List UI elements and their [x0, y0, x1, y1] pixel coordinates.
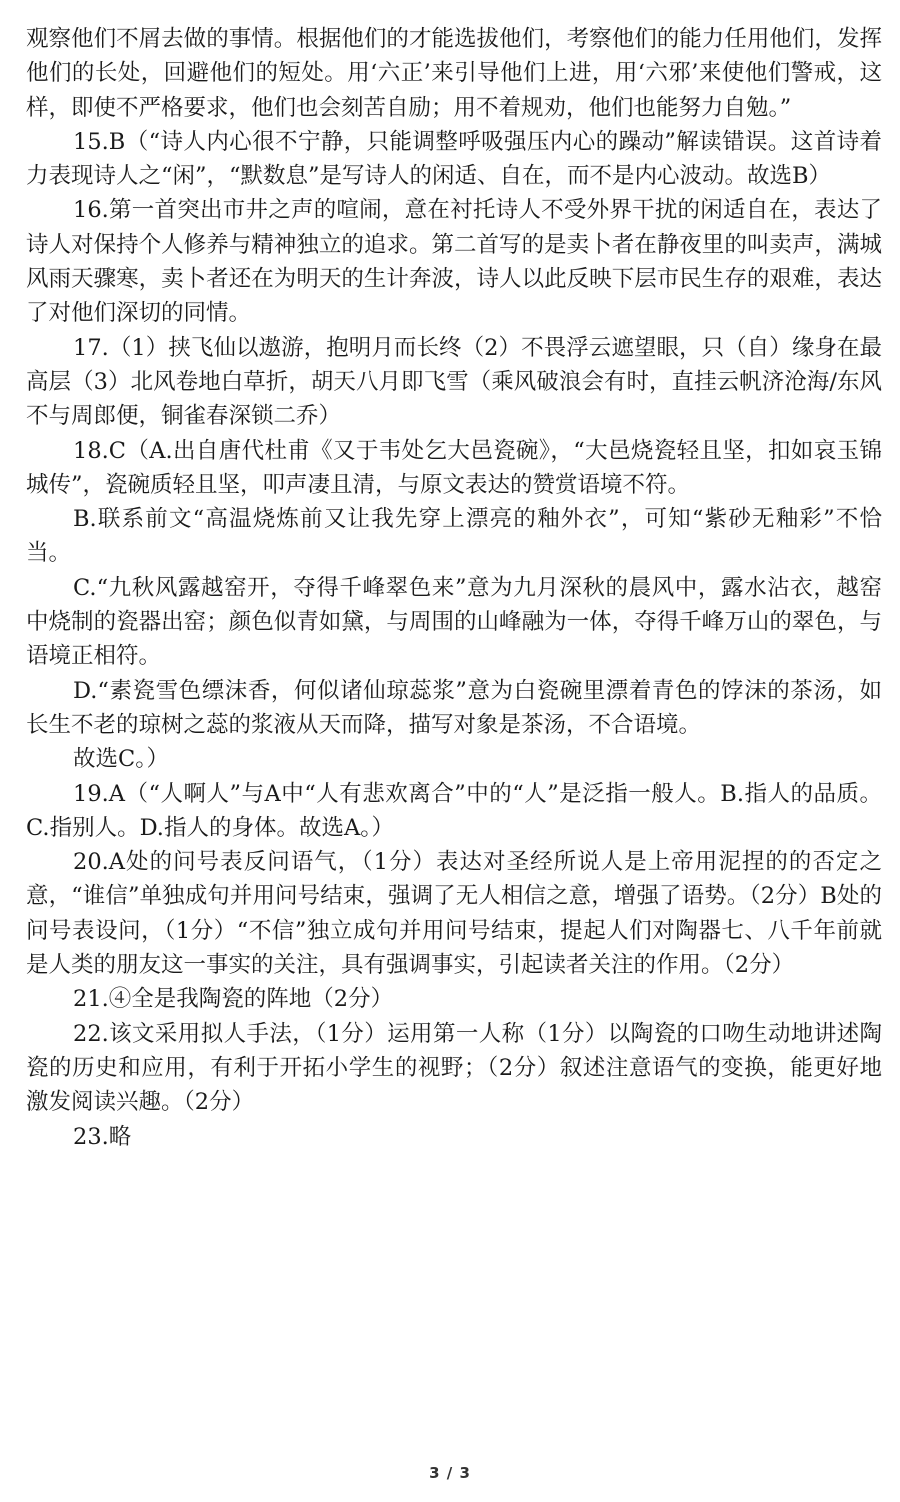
answer-23: 23.略	[73, 1123, 132, 1150]
answer-22: 22.该文采用拟人手法，（1分）运用第一人称（1分）以陶瓷的口吻生动地讲述陶瓷的历史和应用，有利于开拓小学生的视野；（2分）叙述注意语气的变换，能更好地激发阅读兴趣。（2分）	[26, 1020, 882, 1116]
answer-15: 15.B（“诗人内心很不宁静，只能调整呼吸强压内心的躁动”解读错误。这首诗着力表现诗人之“闲”，“默数息”是写诗人的闲适、自在，而不是内心波动。故选B）	[26, 128, 882, 190]
answer-18-c: C.“九秋风露越窑开，夺得千峰翠色来”意为九月深秋的晨风中，露水沾衣，越窑中烧制的瓷器出窑；颜色似青如黛，与周围的山峰融为一体，夺得千峰万山的翠色，与语境正相符。	[26, 574, 882, 670]
answer-16: 16.第一首突出市井之声的喧闹，意在衬托诗人不受外界干扰的闲适自在，表达了诗人对保持个人修养与精神独立的追求。第二首写的是卖卜者在静夜里的叫卖声，满城风雨天骤寒，卖卜者还在为明天的生计奔波，诗人以此反映下层市民生存的艰难，表达了对他们深切的同情。	[26, 197, 882, 327]
answer-21: 21.④全是我陶瓷的阵地（2分）	[73, 986, 394, 1013]
answer-17: 17.（1）挟飞仙以遨游，抱明月而长终（2）不畏浮云遮望眼，只（自）缘身在最高层（3）北风卷地白草折，胡天八月即飞雪（乘风破浪会有时，直挂云帆济沧海/东风不与周郎便，铜雀春深锁二乔）	[26, 334, 882, 430]
answer-20: 20.A处的问号表反问语气，（1分）表达对圣经所说人是上帝用泥捏的的否定之意，“谁信”单独成句并用问号结束，强调了无人相信之意，增强了语势。（2分）B处的问号表设问，（1分）“不信”独立成句并用问号结束，提起人们对陶器七、八千年前就是人类的朋友这一事实的关注，具有强调事实，引起读者关注的作用。（2分）	[26, 849, 882, 979]
answer-18-conclusion: 故选C。）	[73, 746, 169, 773]
answer-18-d: D.“素瓷雪色缥沫香，何似诸仙琼蕊浆”意为白瓷碗里漂着青色的饽沫的茶汤，如长生不老的琼树之蕊的浆液从天而降，描写对象是茶汤，不合语境。	[26, 677, 882, 738]
page-number: 3 / 3	[429, 1464, 471, 1482]
paragraph-continuation: 观察他们不屑去做的事情。根据他们的才能选拔他们，考察他们的能力任用他们，发挥他们的长处，回避他们的短处。用‘六正’来引导他们上进，用‘六邪’来使他们警戒，这样，即使不严格要求，他们也会刻苦自励；用不着规劝，他们也能努力自勉。”	[26, 26, 882, 121]
answer-18-b: B.联系前文“高温烧炼前又让我先穿上漂亮的釉外衣”，可知“紫砂无釉彩”不恰当。	[26, 506, 882, 567]
answer-18: 18.C（A.出自唐代杜甫《又于韦处乞大邑瓷碗》，“大邑烧瓷轻且坚，扣如哀玉锦城传”，瓷碗质轻且坚，叩声凄且清，与原文表达的赞赏语境不符。	[26, 437, 882, 498]
document-body	[26, 22, 882, 1154]
answer-19: 19.A（“人啊人”与A中“人有悲欢离合”中的“人”是泛指一般人。B.指人的品质。C.指别人。D.指人的身体。故选A。）	[26, 780, 882, 841]
